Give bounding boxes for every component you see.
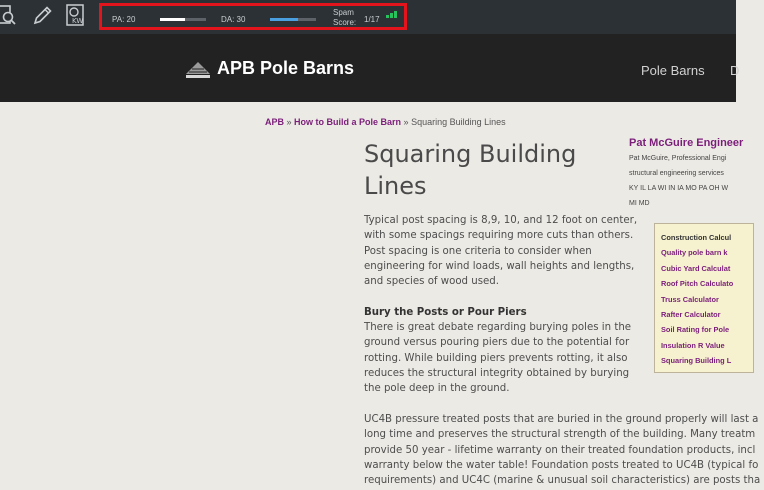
page-title: Squaring Building Lines [364, 140, 577, 200]
sidebar-text-line: structural engineering services [629, 170, 724, 177]
seo-toolbar [0, 0, 736, 34]
site-title[interactable]: APB Pole Barns [217, 58, 355, 78]
search-page-icon[interactable] [0, 3, 18, 27]
calculators-heading: Construction Calcul [661, 233, 732, 242]
pa-label: PA: 20 [112, 15, 136, 24]
site-header [0, 34, 740, 102]
link-metrics-panel[interactable] [99, 3, 407, 30]
breadcrumb-home-link[interactable]: APB [265, 117, 285, 127]
calculator-link[interactable]: Squaring Building L [661, 356, 732, 365]
da-bar-fill [270, 18, 298, 21]
signal-bar-icon [390, 13, 393, 18]
breadcrumb-separator: » [284, 117, 295, 127]
calculator-link[interactable]: Soil Rating for Pole [661, 325, 730, 334]
da-bar [270, 18, 316, 21]
sidebar-text-line: MI MD [629, 200, 650, 207]
paragraph-line: provide 50 year - lifetime warranty on their treated foundation products, incl [364, 444, 756, 456]
nav-item-truncated[interactable]: D [730, 63, 740, 78]
calculator-link[interactable]: Cubic Yard Calculat [661, 264, 731, 273]
spam-score-value: 1/17 [364, 15, 380, 24]
section-paragraph: There is great debate regarding burying poles in the ground versus pouring piers due to the potential for rotting. While building piers prevents rotting, it also reduces the structural integrity obtained by burying the pole deep in the ground. [364, 322, 632, 395]
calculators-box [654, 223, 754, 373]
paragraph-line: UC4B pressure treated posts that are buried in the ground properly will last a [364, 414, 759, 425]
uc4b-paragraph [364, 412, 764, 488]
breadcrumb-current: Squaring Building Lines [411, 117, 506, 127]
keyword-icon[interactable] [64, 3, 88, 27]
paragraph-line: long time and preserves the structural strength of the building. Many treatm [364, 429, 756, 441]
intro-paragraph: Typical post spacing is 8,9, 10, and 12 foot on center, with some spacings requiring more cuts than others. Post spacing is one criteria to consider when engineering for wind loads, wall heights and lengths, and species of wood used. [364, 215, 638, 288]
calculator-link[interactable]: Roof Pitch Calculato [661, 279, 734, 288]
calculator-link[interactable]: Rafter Calculator [661, 310, 721, 319]
pencil-icon[interactable] [31, 3, 55, 27]
paragraph-line: requirements) and UC4C (marine & unusual soil characteristics) are posts tha [364, 475, 761, 487]
paragraph-line: warranty below the water table! Foundation posts treated to UC4B (typical fo [364, 459, 759, 471]
da-label: DA: 30 [221, 15, 246, 24]
breadcrumb-parent-link[interactable]: How to Build a Pole Barn [294, 117, 402, 127]
nav-item-pole-barns[interactable]: Pole Barns [641, 63, 705, 78]
breadcrumb [265, 117, 506, 127]
signal-bar-icon [386, 15, 389, 18]
section-heading: Bury the Posts or Pour Piers [364, 307, 527, 318]
signal-bar-icon [394, 11, 397, 18]
spam-score-label: Spam Score: [333, 8, 357, 27]
svg-text:KW: KW [72, 17, 84, 25]
calculator-link[interactable]: Quality pole barn k [661, 248, 728, 257]
sidebar-text-line: Pat McGuire, Professional Engi [629, 155, 727, 162]
breadcrumb-separator: » [401, 117, 412, 127]
pa-bar [160, 18, 206, 21]
barn-logo-icon[interactable] [186, 62, 210, 83]
calculator-link[interactable]: Truss Calculator [661, 295, 719, 304]
calculator-link[interactable]: Insulation R Value [661, 341, 725, 350]
sidebar-text-line: KY IL LA WI IN IA MO PA OH W [629, 185, 729, 192]
sidebar-title[interactable]: Pat McGuire Engineer [629, 137, 744, 149]
pa-bar-fill [160, 18, 185, 21]
